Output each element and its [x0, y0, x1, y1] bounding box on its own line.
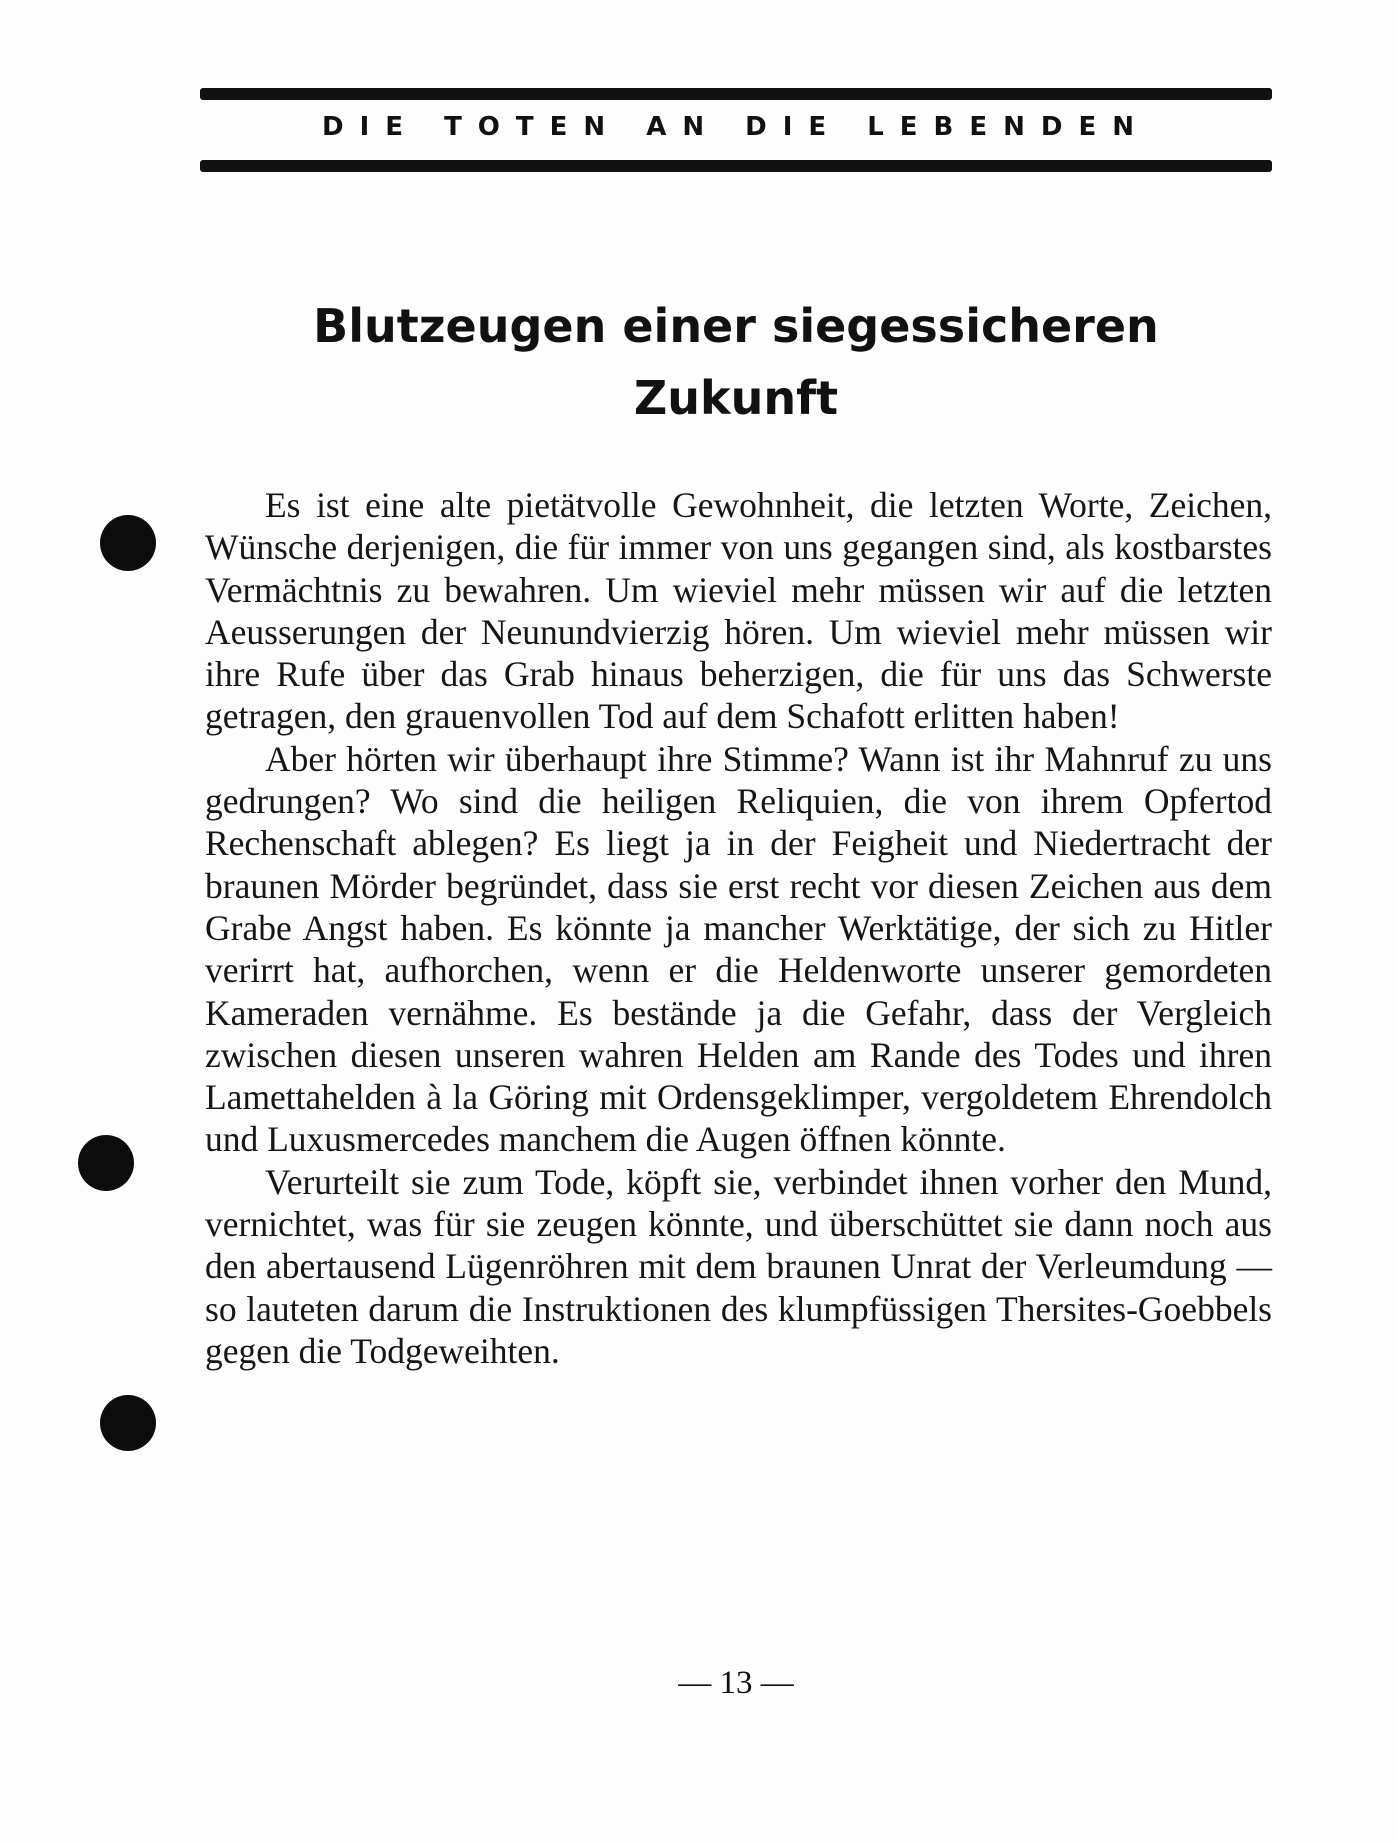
punch-hole: [100, 515, 156, 571]
paragraph-1: Es ist eine alte pietätvolle Gewohnheit, die letzten Worte, Zeichen, Wünsche derjenigen, die für immer von uns gegangen sind, als kostbarstes Vermächtnis zu bewahren. Um wieviel mehr müssen wir auf die letzten Aeusserungen der Neunundvierzig hören. Um wieviel mehr müssen wir ihre Rufe über das Grab hinaus beherzigen, die für uns das Schwerste getragen, den grauenvollen Tod auf dem Schafott erlitten haben!: [205, 485, 1272, 737]
page-number: — 13 —: [678, 1665, 794, 1701]
article-body: [205, 484, 1272, 1372]
header-rule-top: [200, 88, 1272, 100]
punch-hole: [100, 1395, 156, 1451]
article-title: [200, 290, 1272, 434]
header-rule-bottom: [200, 160, 1272, 172]
paragraph-3: Verurteilt sie zum Tode, köpft sie, verbindet ihnen vorher den Mund, vernichtet, was für sie zeugen könnte, und überschüttet sie dann noch aus den abertausend Lügenröhren mit dem braunen Unrat der Verleumdung — so lauteten darum die Instruktionen des klumpfüssigen Thersites-Goebbels gegen die Todgeweihten.: [205, 1161, 1272, 1371]
article-title-line-1: Blutzeugen einer siegessicheren: [313, 299, 1159, 353]
running-header: DIE TOTEN AN DIE LEBENDEN: [322, 112, 1150, 142]
punch-hole: [78, 1135, 134, 1191]
article-title-line-2: Zukunft: [633, 371, 839, 425]
paragraph-2: Aber hörten wir überhaupt ihre Stimme? Wann ist ihr Mahnruf zu uns gedrungen? Wo sind die heiligen Reliquien, die von ihrem Opfertod Rechenschaft ablegen? Es liegt ja in der Feigheit und Niedertracht der braunen Mörder begründet, dass sie erst recht vor diesen Zeichen aus dem Grabe Angst haben. Es könnte ja mancher Werktätige, der sich zu Hitler verirrt hat, aufhorchen, wenn er die Heldenworte unserer gemordeten Kameraden vernähme. Es bestände ja die Gefahr, dass der Vergleich zwischen diesen unseren wahren Helden am Rande des Todes und ihren Lamettahelden à la Göring mit Ordensgeklimper, vergoldetem Ehrendolch und Luxusmercedes manchem die Augen öffnen könnte.: [205, 738, 1272, 1160]
